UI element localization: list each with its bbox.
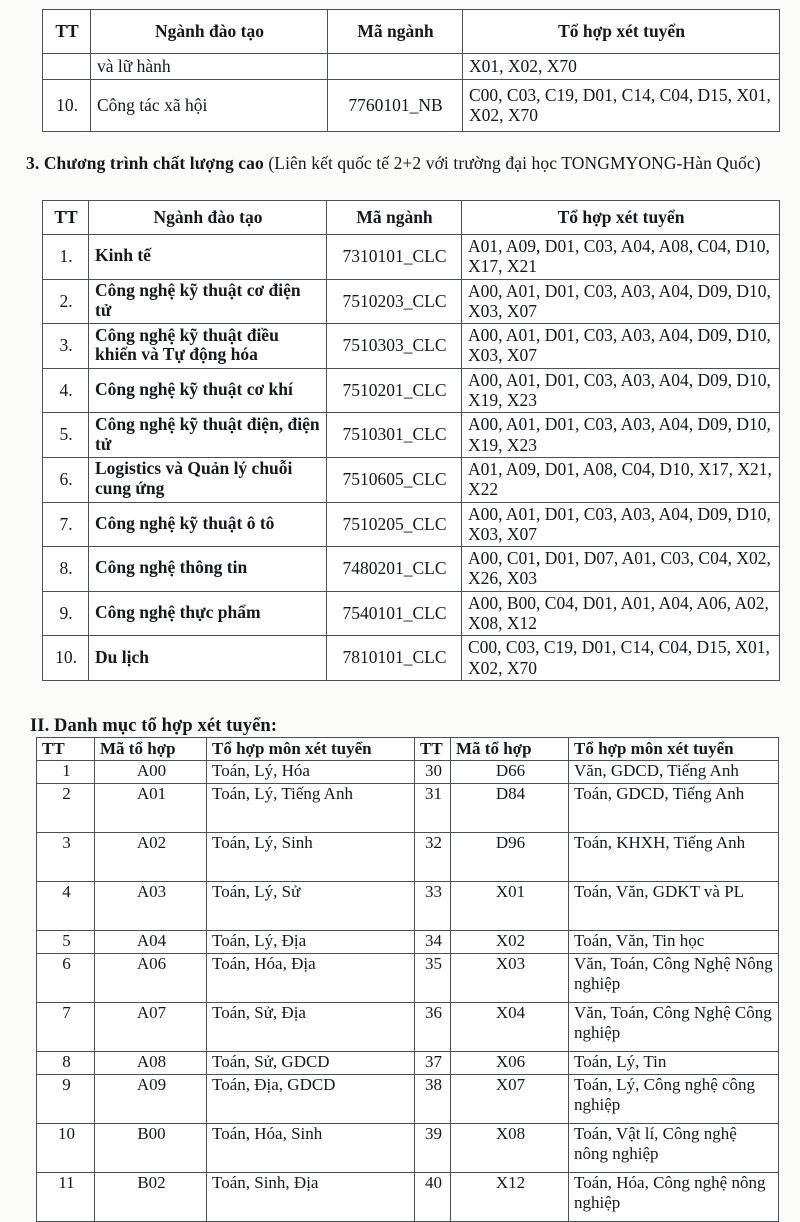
- cell-code-right: X02: [451, 931, 569, 954]
- table-row: [43, 368, 780, 413]
- cell-subjects-right: Văn, Toán, Công Nghệ Công nghiệp: [569, 1003, 779, 1052]
- cell-code: 7480201_CLC: [327, 547, 462, 592]
- cell-code-left: A03: [95, 882, 207, 931]
- heading-high-quality-program: [26, 152, 788, 175]
- table-row: [43, 235, 780, 280]
- heading-rest-text: (Liên kết quốc tế 2+2 với trường đại học TONGMYONG-Hàn Quốc): [268, 153, 761, 173]
- cell-code-left: B02: [95, 1173, 207, 1222]
- cell-tt-left: 5: [37, 931, 95, 954]
- heading-strong-text: Chương trình chất lượng cao: [43, 153, 264, 173]
- cell-program: Công nghệ kỹ thuật điều khiển và Tự động hóa: [89, 324, 327, 369]
- cell-tt-left: 6: [37, 954, 95, 1003]
- cell-tt-left: 9: [37, 1075, 95, 1124]
- table-row: [43, 324, 780, 369]
- cell-tt: 3.: [43, 324, 89, 369]
- heading-number: 3.: [26, 153, 40, 173]
- table-row: [43, 591, 780, 636]
- cell-combos: A00, A01, D01, C03, A03, A04, D09, D10, X03, X07: [462, 324, 780, 369]
- cell-code-left: A04: [95, 931, 207, 954]
- cell-code-right: X08: [451, 1124, 569, 1173]
- table-row-header: [43, 201, 780, 235]
- table-row: [37, 761, 779, 784]
- table-row: [43, 502, 780, 547]
- column-header-combos: Tổ hợp xét tuyển: [462, 201, 780, 235]
- table-row: [37, 882, 779, 931]
- cell-tt-left: 4: [37, 882, 95, 931]
- cell-tt-left: 11: [37, 1173, 95, 1222]
- cell-program: Công nghệ thực phẩm: [89, 591, 327, 636]
- cell-code: [328, 54, 463, 80]
- cell-code-right: D96: [451, 833, 569, 882]
- cell-tt: 10.: [43, 80, 91, 132]
- cell-tt-right: 37: [415, 1052, 451, 1075]
- cell-code-left: B00: [95, 1124, 207, 1173]
- cell-subjects-left: Toán, Lý, Hóa: [207, 761, 415, 784]
- cell-program: Công nghệ kỹ thuật điện, điện tử: [89, 413, 327, 458]
- cell-program: và lữ hành: [91, 54, 328, 80]
- table-row: [43, 54, 780, 80]
- column-header-subjects-left: Tổ hợp môn xét tuyển: [207, 738, 415, 761]
- cell-code: 7510201_CLC: [327, 368, 462, 413]
- cell-program: Công nghệ kỹ thuật cơ điện tử: [89, 279, 327, 324]
- cell-code: 7510205_CLC: [327, 502, 462, 547]
- cell-code-right: X06: [451, 1052, 569, 1075]
- cell-tt-right: 33: [415, 882, 451, 931]
- cell-code: 7510301_CLC: [327, 413, 462, 458]
- table-row: [43, 457, 780, 502]
- cell-tt: [43, 54, 91, 80]
- cell-combos: A00, C01, D01, D07, A01, C03, C04, X02, X26, X03: [462, 547, 780, 592]
- cell-tt-right: 30: [415, 761, 451, 784]
- cell-combos: A00, B00, C04, D01, A01, A04, A06, A02, X08, X12: [462, 591, 780, 636]
- cell-program: Công nghệ kỹ thuật cơ khí: [89, 368, 327, 413]
- cell-code-left: A01: [95, 784, 207, 833]
- cell-code: 7510203_CLC: [327, 279, 462, 324]
- cell-code-right: X04: [451, 1003, 569, 1052]
- table-row: [37, 784, 779, 833]
- cell-subjects-right: Văn, Toán, Công Nghệ Nông nghiệp: [569, 954, 779, 1003]
- cell-combos: C00, C03, C19, D01, C14, C04, D15, X01, X02, X70: [463, 80, 780, 132]
- cell-subjects-left: Toán, Địa, GDCD: [207, 1075, 415, 1124]
- table-row: [37, 1124, 779, 1173]
- heading-combination-list: II. Danh mục tổ hợp xét tuyển:: [30, 716, 278, 736]
- table-row: [37, 1052, 779, 1075]
- cell-subjects-left: Toán, Sử, Địa: [207, 1003, 415, 1052]
- cell-code-right: D66: [451, 761, 569, 784]
- cell-tt: 9.: [43, 591, 89, 636]
- table-row: [37, 954, 779, 1003]
- cell-tt-left: 8: [37, 1052, 95, 1075]
- table-row: [43, 279, 780, 324]
- high-quality-program-table: [42, 200, 780, 681]
- cell-subjects-right: Văn, GDCD, Tiếng Anh: [569, 761, 779, 784]
- table-row: [37, 931, 779, 954]
- column-header-tt-right: TT: [415, 738, 451, 761]
- combination-list-table: [36, 737, 779, 1222]
- cell-subjects-right: Toán, Vật lí, Công nghệ nông nghiệp: [569, 1124, 779, 1173]
- cell-tt-left: 1: [37, 761, 95, 784]
- cell-subjects-left: Toán, Lý, Tiếng Anh: [207, 784, 415, 833]
- cell-program: Công nghệ thông tin: [89, 547, 327, 592]
- column-header-tt: TT: [43, 201, 89, 235]
- cell-code-right: X03: [451, 954, 569, 1003]
- cell-code-left: A07: [95, 1003, 207, 1052]
- table-row: [43, 636, 780, 681]
- cell-subjects-left: Toán, Lý, Sinh: [207, 833, 415, 882]
- cell-code-left: A08: [95, 1052, 207, 1075]
- cell-code-left: A00: [95, 761, 207, 784]
- column-header-combos: Tổ hợp xét tuyển: [463, 10, 780, 54]
- table-row-header: [43, 10, 780, 54]
- cell-code-right: X07: [451, 1075, 569, 1124]
- column-header-program: Ngành đào tạo: [91, 10, 328, 54]
- cell-combos: X01, X02, X70: [463, 54, 780, 80]
- cell-tt: 10.: [43, 636, 89, 681]
- cell-tt: 5.: [43, 413, 89, 458]
- table-row: [37, 1075, 779, 1124]
- cell-subjects-left: Toán, Hóa, Sinh: [207, 1124, 415, 1173]
- cell-code-left: A09: [95, 1075, 207, 1124]
- cell-tt-right: 36: [415, 1003, 451, 1052]
- cell-code: 7540101_CLC: [327, 591, 462, 636]
- column-header-program: Ngành đào tạo: [89, 201, 327, 235]
- cell-tt-right: 38: [415, 1075, 451, 1124]
- cell-tt-left: 10: [37, 1124, 95, 1173]
- cell-combos: A01, A09, D01, C03, A04, A08, C04, D10, X17, X21: [462, 235, 780, 280]
- cell-subjects-left: Toán, Sinh, Địa: [207, 1173, 415, 1222]
- cell-combos: A00, A01, D01, C03, A03, A04, D09, D10, X03, X07: [462, 279, 780, 324]
- cell-program: Du lịch: [89, 636, 327, 681]
- cell-tt: 2.: [43, 279, 89, 324]
- cell-tt-right: 35: [415, 954, 451, 1003]
- cell-subjects-left: Toán, Lý, Địa: [207, 931, 415, 954]
- cell-tt: 4.: [43, 368, 89, 413]
- cell-tt: 6.: [43, 457, 89, 502]
- table-row: [37, 1173, 779, 1222]
- cell-subjects-right: Toán, Hóa, Công nghệ nông nghiệp: [569, 1173, 779, 1222]
- cell-tt-right: 31: [415, 784, 451, 833]
- cell-tt-left: 7: [37, 1003, 95, 1052]
- cell-subjects-right: Toán, GDCD, Tiếng Anh: [569, 784, 779, 833]
- column-header-tt: TT: [43, 10, 91, 54]
- cell-program: Logistics và Quản lý chuỗi cung ứng: [89, 457, 327, 502]
- cell-tt-left: 3: [37, 833, 95, 882]
- cell-combos: A01, A09, D01, A08, C04, D10, X17, X21, X22: [462, 457, 780, 502]
- cell-subjects-left: Toán, Sử, GDCD: [207, 1052, 415, 1075]
- cell-subjects-left: Toán, Hóa, Địa: [207, 954, 415, 1003]
- cell-program: Công tác xã hội: [91, 80, 328, 132]
- cell-program: Công nghệ kỹ thuật ô tô: [89, 502, 327, 547]
- cell-code-left: A06: [95, 954, 207, 1003]
- cell-code-right: X01: [451, 882, 569, 931]
- cell-subjects-right: Toán, KHXH, Tiếng Anh: [569, 833, 779, 882]
- cell-code: 7510303_CLC: [327, 324, 462, 369]
- cell-tt: 7.: [43, 502, 89, 547]
- cell-code: 7510605_CLC: [327, 457, 462, 502]
- cell-combos: A00, A01, D01, C03, A03, A04, D09, D10, X19, X23: [462, 413, 780, 458]
- cell-tt: 1.: [43, 235, 89, 280]
- cell-tt-left: 2: [37, 784, 95, 833]
- cell-subjects-left: Toán, Lý, Sử: [207, 882, 415, 931]
- cell-subjects-right: Toán, Lý, Công nghệ công nghiệp: [569, 1075, 779, 1124]
- column-header-code: Mã ngành: [328, 10, 463, 54]
- table-row: [43, 80, 780, 132]
- column-header-code-right: Mã tổ hợp: [451, 738, 569, 761]
- cell-program: Kinh tế: [89, 235, 327, 280]
- cell-code-left: A02: [95, 833, 207, 882]
- cell-subjects-right: Toán, Lý, Tin: [569, 1052, 779, 1075]
- table-row: [37, 833, 779, 882]
- cell-tt-right: 32: [415, 833, 451, 882]
- cell-tt-right: 40: [415, 1173, 451, 1222]
- cell-combos: A00, A01, D01, C03, A03, A04, D09, D10, X03, X07: [462, 502, 780, 547]
- cell-code: 7310101_CLC: [327, 235, 462, 280]
- cell-code-right: X12: [451, 1173, 569, 1222]
- column-header-code-left: Mã tổ hợp: [95, 738, 207, 761]
- table-row-header: [37, 738, 779, 761]
- column-header-tt-left: TT: [37, 738, 95, 761]
- column-header-code: Mã ngành: [327, 201, 462, 235]
- cell-tt-right: 39: [415, 1124, 451, 1173]
- cell-code-right: D84: [451, 784, 569, 833]
- table-row: [37, 1003, 779, 1052]
- cell-tt-right: 34: [415, 931, 451, 954]
- column-header-subjects-right: Tổ hợp môn xét tuyển: [569, 738, 779, 761]
- cell-subjects-right: Toán, Văn, GDKT và PL: [569, 882, 779, 931]
- table-row: [43, 547, 780, 592]
- table-row: [43, 413, 780, 458]
- cell-combos: A00, A01, D01, C03, A03, A04, D09, D10, X19, X23: [462, 368, 780, 413]
- cell-code: 7810101_CLC: [327, 636, 462, 681]
- cell-combos: C00, C03, C19, D01, C14, C04, D15, X01, X02, X70: [462, 636, 780, 681]
- cell-code: 7760101_NB: [328, 80, 463, 132]
- continuation-table: [42, 9, 780, 132]
- cell-tt: 8.: [43, 547, 89, 592]
- cell-subjects-right: Toán, Văn, Tin học: [569, 931, 779, 954]
